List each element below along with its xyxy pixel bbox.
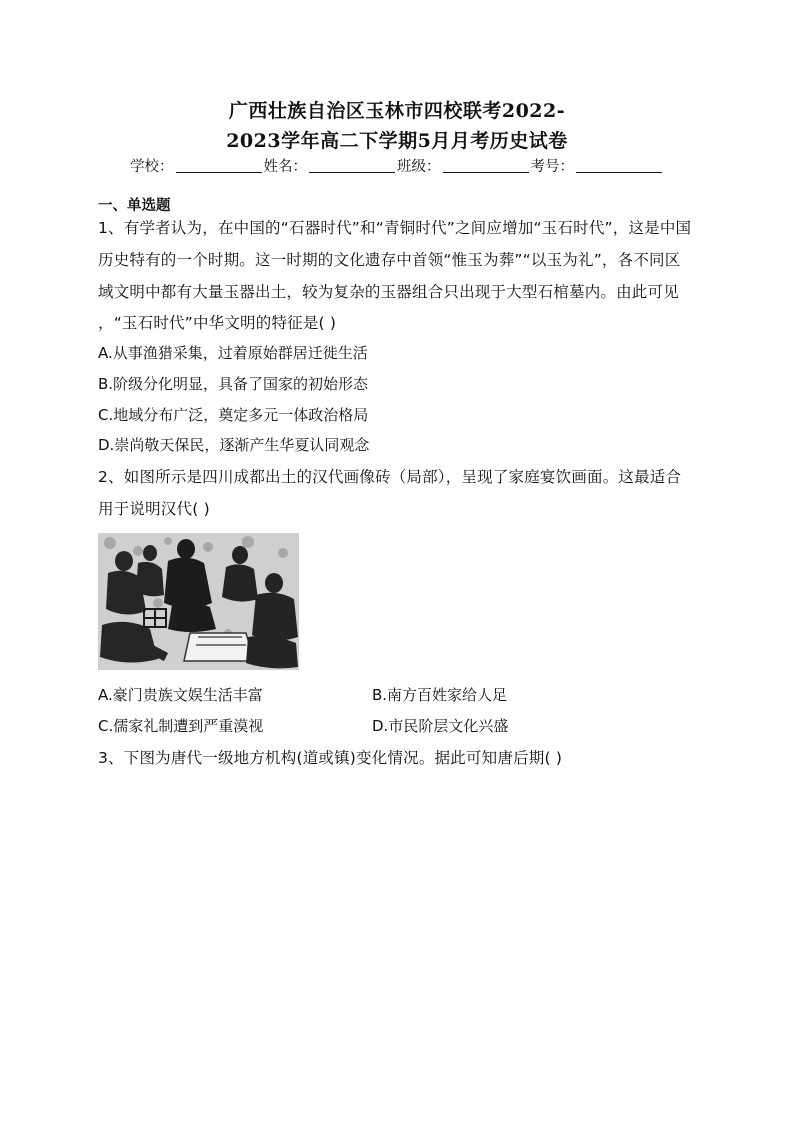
school-blank: [176, 158, 262, 173]
question-1-line-3: 域文明中都有大量玉器出土，较为复杂的玉器组合只出现于大型石棺墓内。由此可见: [98, 283, 679, 301]
question-1-line-1: 1、有学者认为，在中国的“石器时代”和“青铜时代”之间应增加“玉石时代”，这是中国: [98, 219, 692, 237]
question-2-option-b: B.南方百姓家给人足: [372, 686, 508, 704]
id-label: 考号：: [530, 159, 574, 175]
id-blank: [576, 158, 662, 173]
question-2-option-c: C.儒家礼制遭到严重漠视: [98, 717, 264, 735]
question-3-line-1: 3、下图为唐代一级地方机构(道或镇)变化情况。据此可知唐后期( ): [98, 749, 563, 767]
exam-title-line2: 2023学年高二下学期5月月考历史试卷: [226, 130, 568, 152]
question-2-option-a: A.豪门贵族文娱生活丰富: [98, 686, 263, 704]
question-1-option-a: A.从事渔猎采集，过着原始群居迁徙生活: [98, 344, 368, 362]
question-1-option-d: D.崇尚敬天保民，逐渐产生华夏认同观念: [98, 436, 370, 454]
section-title: 一、单选题: [98, 198, 171, 214]
exam-title-line1: 广西壮族自治区玉林市四校联考2022-: [228, 100, 566, 122]
student-info-row: [0, 155, 794, 176]
question-2-line-1: 2、如图所示是四川成都出土的汉代画像砖（局部），呈现了家庭宴饮画面。这最适合: [98, 468, 682, 486]
class-label: 班级：: [397, 159, 441, 175]
question-1-option-c: C.地域分布广泛，奠定多元一体政治格局: [98, 406, 369, 424]
question-1-option-b: B.阶级分化明显，具备了国家的初始形态: [98, 375, 369, 393]
name-label: 姓名：: [263, 159, 307, 175]
class-blank: [443, 158, 529, 173]
question-1-line-2: 历史特有的一个时期。这一时期的文化遗存中首领“惟玉为葬”“以玉为礼”，各不同区: [98, 251, 681, 269]
question-2-line-2: 用于说明汉代( ): [98, 500, 210, 518]
han-brick-relief-image: [98, 533, 299, 670]
school-label: 学校：: [130, 159, 174, 175]
question-2-option-d: D.市民阶层文化兴盛: [372, 717, 509, 735]
question-1-line-4: ，“玉石时代”中华文明的特征是( ): [98, 314, 337, 332]
name-blank: [309, 158, 395, 173]
